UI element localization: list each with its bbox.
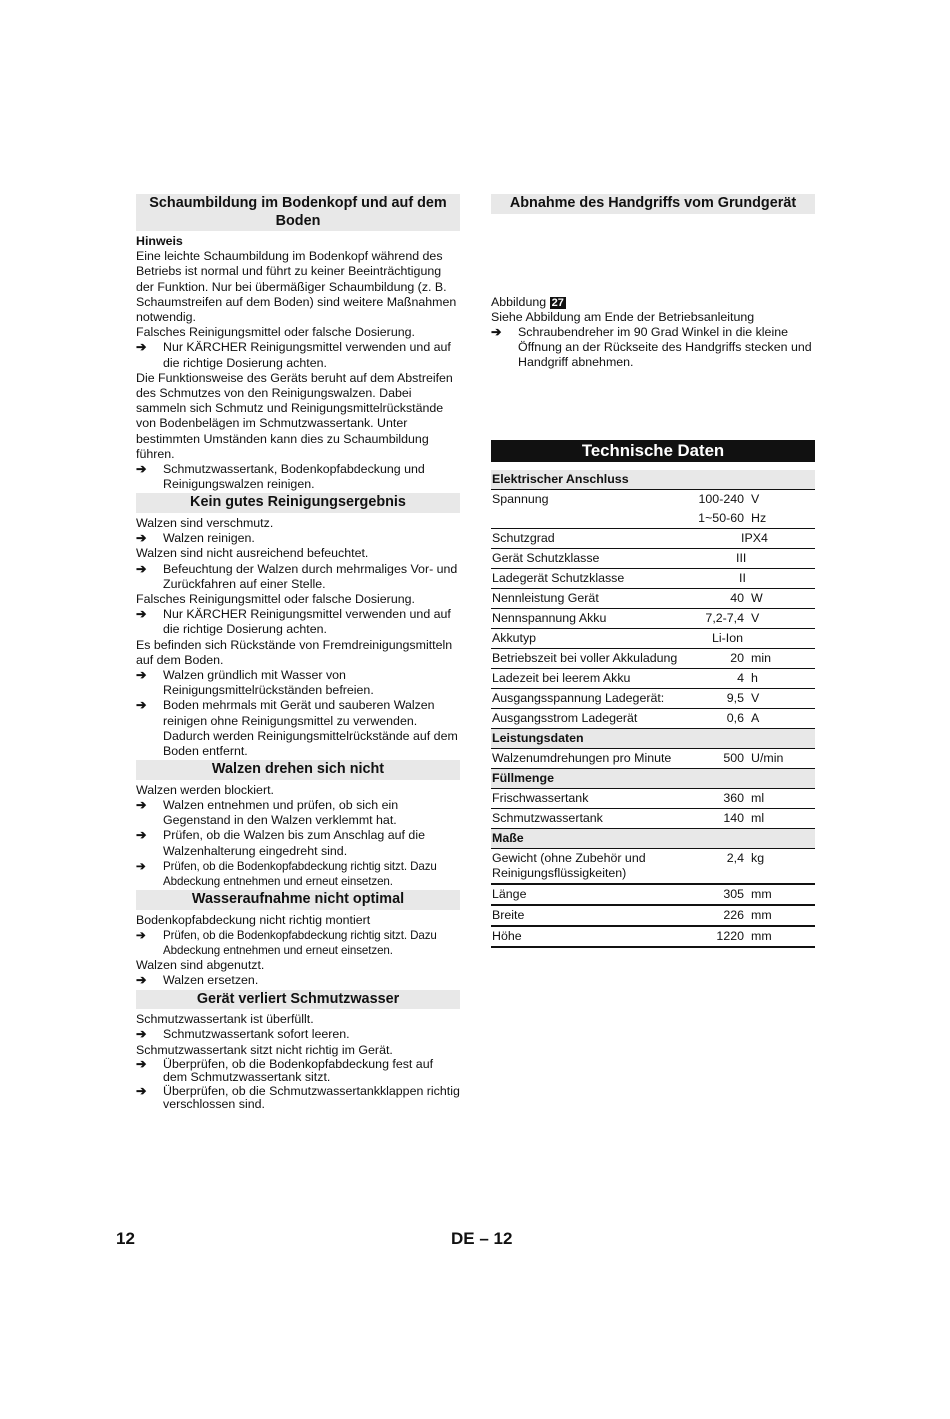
row-value: 2,4	[696, 848, 750, 884]
body-paragraph: Die Funktionsweise des Geräts beruht auf dem Abstreifen des Schmutzes von den Reinigungswalzen. Dabei sammeln sich Schmutz und Reinigungsmittelrückstände von Bodenbelägen im Schmutzwassertank. Unter bestimmten Umständen kann dies zu Schaumbildung führen.	[136, 370, 453, 461]
step-text: Prüfen, ob die Bodenkopfabdeckung richtig sitzt. Dazu Abdeckung entnehmen und erneut einsetzen.	[163, 859, 437, 888]
row-label: Breite	[491, 905, 696, 926]
arrow-icon: ➔	[491, 324, 502, 339]
section-heading-schaumbildung: Schaumbildung im Bodenkopf und auf dem Boden	[136, 194, 460, 231]
row-value: II	[696, 568, 815, 588]
row-value: 100-240	[698, 491, 744, 506]
table-row	[491, 708, 815, 728]
figure-label: Abbildung	[491, 294, 547, 309]
cause-text: Falsches Reinigungsmittel oder falsche Dosierung.	[136, 325, 415, 340]
page-number: 12	[116, 1229, 135, 1248]
arrow-icon: ➔	[136, 531, 147, 546]
table-row	[491, 748, 815, 768]
group-label: Elektrischer Anschluss	[491, 470, 815, 490]
table-row	[491, 848, 815, 884]
step-item	[136, 698, 460, 759]
row-label: Frischwassertank	[491, 788, 696, 808]
step-item	[136, 607, 460, 637]
row-unit: mm	[750, 905, 815, 926]
row-value: III	[696, 548, 815, 568]
step-text: Nur KÄRCHER Reinigungsmittel verwenden und auf die richtige Dosierung achten.	[163, 607, 451, 637]
step-item	[136, 828, 460, 858]
row-label: Nennspannung Akku	[491, 608, 696, 628]
row-unit: ml	[750, 808, 815, 828]
step-item	[136, 973, 460, 988]
tech-data-title: Technische Daten	[491, 440, 815, 462]
step-text: Prüfen, ob die Walzen bis zum Anschlag auf die Walzenhalterung eingedreht sind.	[163, 828, 425, 858]
arrow-icon: ➔	[136, 1083, 147, 1098]
step-text: Überprüfen, ob die Schmutzwassertankklappen richtig verschlossen sind.	[163, 1083, 460, 1112]
hinweis-text: Eine leichte Schaumbildung im Bodenkopf während des Betriebs ist normal und führt zu keiner Beeinträchtigung der Funktion. Nur bei übermäßiger Schaumbildung (z. B. Schaumstreifen auf dem Boden) sind weitere Maßnahmen notwendig.	[136, 249, 457, 325]
arrow-icon: ➔	[136, 561, 147, 576]
figure-number-badge: 27	[551, 296, 564, 309]
table-row	[491, 668, 815, 688]
arrow-icon: ➔	[136, 462, 147, 477]
table-row	[491, 628, 815, 648]
page-code: DE – 12	[451, 1229, 513, 1248]
row-label: Höhe	[491, 926, 696, 947]
step-item	[491, 325, 815, 371]
table-row	[491, 648, 815, 668]
step-text: Überprüfen, ob die Bodenkopfabdeckung fest auf dem Schmutzwassertank sitzt.	[163, 1056, 434, 1085]
cause-text: Walzen sind abgenutzt.	[136, 958, 265, 973]
table-row	[491, 528, 815, 548]
row-label: Ladegerät Schutzklasse	[491, 568, 696, 588]
arrow-icon: ➔	[136, 973, 147, 988]
spacer	[491, 217, 815, 295]
row-unit: V	[750, 608, 815, 628]
row-unit: V	[750, 688, 815, 708]
row-unit: A	[750, 708, 815, 728]
step-text: Schmutzwassertank, Bodenkopfabdeckung und Reinigungswalzen reinigen.	[163, 462, 425, 492]
step-item	[136, 531, 460, 546]
left-column	[136, 193, 460, 1112]
group-label: Leistungsdaten	[491, 728, 815, 748]
row-label: Ausgangsstrom Ladegerät	[491, 708, 696, 728]
row-label: Nennleistung Gerät	[491, 588, 696, 608]
table-row	[491, 926, 815, 947]
step-text: Walzen ersetzen.	[163, 973, 259, 988]
step-text: Boden mehrmals mit Gerät und sauberen Walzen reinigen ohne Reinigungsmittel zu verwenden. Dadurch werden Reinigungsmittelrückstände auf dem Boden entfernt.	[163, 698, 458, 758]
step-text: Prüfen, ob die Bodenkopfabdeckung richtig sitzt. Dazu Abdeckung entnehmen und erneut einsetzen.	[163, 928, 437, 958]
spacer	[491, 371, 815, 440]
row-value: 140	[696, 808, 750, 828]
arrow-icon: ➔	[136, 607, 147, 622]
row-unit: W	[750, 588, 815, 608]
step-item	[136, 1085, 460, 1112]
cause-text: Bodenkopfabdeckung nicht richtig montiert	[136, 912, 371, 927]
table-group-row	[491, 828, 815, 848]
row-value: 226	[696, 905, 750, 926]
arrow-icon: ➔	[136, 1027, 147, 1042]
step-item	[136, 1058, 460, 1085]
cause-text: Es befinden sich Rückstände von Fremdreinigungsmitteln auf dem Boden.	[136, 637, 453, 667]
table-row	[491, 548, 815, 568]
row-label: Gewicht (ohne Zubehör und Reinigungsflüssigkeiten)	[491, 848, 696, 884]
row-value: 9,5	[696, 688, 750, 708]
row-unit: ml	[750, 788, 815, 808]
group-label: Füllmenge	[491, 768, 815, 788]
table-row	[491, 588, 815, 608]
step-item	[136, 668, 460, 698]
row-label: Länge	[491, 884, 696, 905]
step-text: Befeuchtung der Walzen durch mehrmaliges Vor- und Zurückfahren auf einer Stelle.	[163, 561, 458, 591]
row-label: Gerät Schutzklasse	[491, 548, 696, 568]
table-row	[491, 905, 815, 926]
body-text: Siehe Abbildung am Ende der Betriebsanleitung	[491, 309, 755, 324]
row-value: Li-Ion	[696, 628, 815, 648]
section-heading-reinigungsergebnis: Kein gutes Reinigungsergebnis	[136, 493, 460, 513]
row-unit: min	[750, 648, 815, 668]
row-value: 1220	[696, 926, 750, 947]
table-row	[491, 509, 815, 529]
row-value: 4	[696, 668, 750, 688]
cause-text: Walzen sind verschmutz.	[136, 515, 274, 530]
row-label: Schutzgrad	[491, 528, 696, 548]
step-item	[136, 798, 460, 828]
arrow-icon: ➔	[136, 928, 146, 942]
row-value: 1~50-60	[696, 509, 750, 529]
row-unit: mm	[750, 926, 815, 947]
section-heading-handgriff: Abnahme des Handgriffs vom Grundgerät	[491, 194, 815, 214]
arrow-icon: ➔	[136, 667, 147, 682]
section-heading-schmutzwasser: Gerät verliert Schmutzwasser	[136, 990, 460, 1010]
row-unit: V	[751, 491, 760, 506]
row-label	[491, 509, 696, 529]
row-label: Schmutzwassertank	[491, 808, 696, 828]
table-group-row	[491, 728, 815, 748]
step-text: Nur KÄRCHER Reinigungsmittel verwenden und auf die richtige Dosierung achten.	[163, 340, 451, 370]
table-group-row	[491, 470, 815, 490]
section-heading-wasseraufnahme: Wasseraufnahme nicht optimal	[136, 890, 460, 910]
step-item	[136, 462, 460, 492]
right-column	[491, 193, 815, 948]
row-value: 0,6	[696, 708, 750, 728]
step-item	[136, 1027, 460, 1042]
row-value: IPX4	[696, 528, 815, 548]
row-label: Walzenumdrehungen pro Minute	[491, 748, 696, 768]
table-row	[491, 568, 815, 588]
table-row	[491, 608, 815, 628]
section-heading-walzen: Walzen drehen sich nicht	[136, 760, 460, 780]
arrow-icon: ➔	[136, 1056, 147, 1071]
table-row	[491, 489, 815, 509]
arrow-icon: ➔	[136, 828, 147, 843]
row-unit: U/min	[750, 748, 815, 768]
step-item	[136, 340, 460, 370]
row-value: 20	[696, 648, 750, 668]
step-text: Walzen gründlich mit Wasser von Reinigungsmittelrückständen befreien.	[163, 667, 374, 698]
arrow-icon: ➔	[136, 797, 147, 812]
step-item	[136, 859, 460, 889]
tech-data-table	[491, 470, 815, 948]
step-text: Schmutzwassertank sofort leeren.	[163, 1027, 350, 1042]
step-text: Schraubendreher im 90 Grad Winkel in die kleine Öffnung an der Rückseite des Handgriffs stecken und Handgriff abnehmen.	[518, 324, 812, 370]
row-value: 500	[696, 748, 750, 768]
row-value: 7,2-7,4	[696, 608, 750, 628]
step-text: Walzen entnehmen und prüfen, ob sich ein Gegenstand in den Walzen verklemmt hat.	[163, 797, 399, 828]
row-unit: h	[750, 668, 815, 688]
row-unit: mm	[750, 884, 815, 905]
hinweis-label: Hinweis	[136, 234, 183, 248]
cause-text: Walzen werden blockiert.	[136, 782, 274, 797]
row-value: 305	[696, 884, 750, 905]
row-label: Betriebszeit bei voller Akkuladung	[491, 648, 696, 668]
table-row	[491, 688, 815, 708]
table-row	[491, 808, 815, 828]
arrow-icon: ➔	[136, 340, 147, 355]
table-row	[491, 788, 815, 808]
cause-text: Falsches Reinigungsmittel oder falsche Dosierung.	[136, 591, 415, 606]
step-item	[136, 562, 460, 592]
step-text: Walzen reinigen.	[163, 531, 255, 546]
cause-text: Walzen sind nicht ausreichend befeuchtet.	[136, 546, 369, 561]
row-value: 40	[696, 588, 750, 608]
row-value: 360	[696, 788, 750, 808]
figure-reference	[491, 295, 815, 310]
row-unit: kg	[750, 848, 815, 884]
table-row	[491, 884, 815, 905]
table-group-row	[491, 768, 815, 788]
cause-text: Schmutzwassertank ist überfüllt.	[136, 1012, 314, 1027]
group-label: Maße	[491, 828, 815, 848]
row-label: Ausgangsspannung Ladegerät:	[491, 688, 696, 708]
row-label: Spannung	[492, 491, 549, 506]
arrow-icon: ➔	[136, 698, 147, 713]
step-item	[136, 928, 460, 958]
cause-text: Schmutzwassertank sitzt nicht richtig im Gerät.	[136, 1042, 393, 1057]
row-unit: Hz	[750, 509, 815, 529]
row-label: Akkutyp	[491, 628, 696, 648]
arrow-icon: ➔	[136, 859, 146, 873]
row-label: Ladezeit bei leerem Akku	[491, 668, 696, 688]
